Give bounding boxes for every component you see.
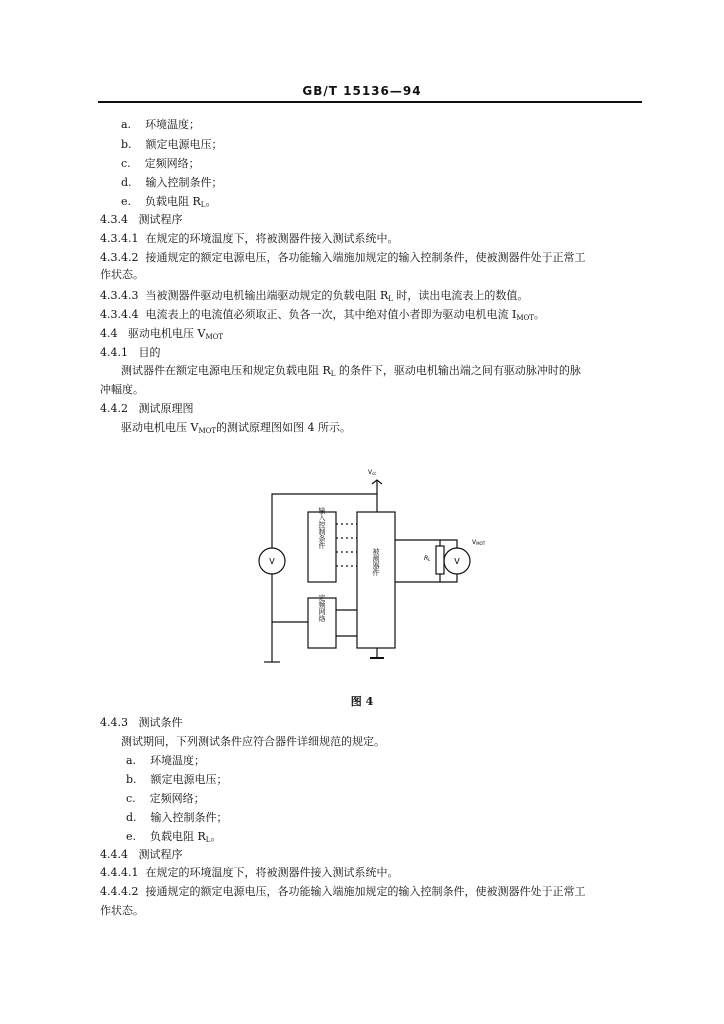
section-heading <box>100 327 223 344</box>
list-text: 环境温度； <box>150 754 206 767</box>
rl-label: RL <box>424 555 431 562</box>
paragraph: 测试期间，下列测试条件应符合器件详细规范的规定。 <box>121 735 385 748</box>
section-heading <box>100 716 183 730</box>
list-label: c. <box>126 792 136 805</box>
paragraph <box>100 289 528 306</box>
section-number: 4.4.4.1 <box>100 866 139 879</box>
section-number: 4.3.4.3 <box>100 289 139 302</box>
paragraph-cont: 冲幅度。 <box>100 383 144 396</box>
section-number: 4.3.4.4 <box>100 308 139 321</box>
paragraph-text: 时，读出电流表上的数值。 <box>392 289 529 302</box>
list-tail: 。 <box>210 830 222 843</box>
out-wire-top <box>395 540 440 546</box>
subscript: L <box>388 295 393 303</box>
section-number: 4.3.4.1 <box>100 232 139 245</box>
paragraph-text: 在规定的环境温度下，将被测器件接入测试系统中。 <box>145 232 399 245</box>
subscript: L <box>330 370 336 378</box>
vmot-label: VMOT <box>472 539 486 546</box>
subscript: L <box>200 201 206 209</box>
paragraph <box>121 421 351 438</box>
subscript: MOT <box>198 427 217 435</box>
paragraph <box>100 885 585 899</box>
list-tail: 。 <box>205 195 217 208</box>
list-text: 输入控制条件； <box>150 811 228 824</box>
subscript: MOT <box>516 314 534 322</box>
list-item <box>126 811 228 825</box>
list-label: c. <box>121 157 131 170</box>
paragraph-cont: 作状态。 <box>100 268 144 281</box>
paragraph-cont: 作状态。 <box>100 904 144 917</box>
header-rule <box>98 101 642 103</box>
list-label: b. <box>126 773 137 786</box>
paragraph-text: 接通规定的额定电源电压，各功能输入端施加规定的输入控制条件，使被测器件处于正常工 <box>145 251 586 264</box>
list-label: e. <box>126 830 137 843</box>
section-number: 4.4.2 <box>100 402 128 415</box>
paragraph <box>100 232 398 246</box>
section-title: 测试原理图 <box>138 402 194 415</box>
dut-box <box>357 512 395 648</box>
paragraph <box>100 308 545 325</box>
right-meter-label: V <box>454 557 460 566</box>
section-number: 4.3.4.2 <box>100 251 139 264</box>
paragraph-text: 的条件下，驱动电机输出端之间有驱动脉冲时的脉 <box>335 364 581 377</box>
paragraph <box>121 364 581 381</box>
list-text: 定频网络； <box>144 157 200 170</box>
list-label: b. <box>121 138 132 151</box>
circuit-diagram <box>250 462 510 672</box>
list-text: 负载电阻 R <box>150 830 206 843</box>
list-label: e. <box>121 195 132 208</box>
list-item <box>121 176 223 190</box>
list-item <box>121 118 200 132</box>
left-meter-label: V <box>269 557 275 566</box>
list-text: 环境温度； <box>145 118 201 131</box>
figure-caption: 图 4 <box>350 695 374 708</box>
vcc-label: Vcc <box>368 469 377 476</box>
freq-network-label: 定频网络 <box>318 594 326 622</box>
list-item <box>121 157 200 171</box>
subscript: MOT <box>205 333 224 341</box>
section-title: 测试程序 <box>138 848 183 861</box>
page-header: GB/T 15136—94 <box>302 84 422 98</box>
list-item <box>126 754 205 768</box>
list-item <box>121 195 216 212</box>
section-title: 驱动电机电压 V <box>128 327 206 340</box>
input-control-label: 输入控制条件 <box>318 507 326 549</box>
paragraph-text: 测试器件在额定电源电压和规定负载电阻 R <box>121 364 331 377</box>
list-text: 额定电源电压； <box>145 138 223 151</box>
list-text: 负载电阻 R <box>145 195 201 208</box>
section-number: 4.4 <box>100 327 118 340</box>
paragraph-text: 当被测器件驱动电机输出端驱动规定的负载电阻 R <box>145 289 389 302</box>
subscript: L <box>205 836 211 844</box>
section-heading <box>100 848 183 862</box>
section-title: 测试条件 <box>138 716 183 729</box>
list-item <box>126 792 205 806</box>
paragraph-text: 的测试原理图如图 4 所示。 <box>216 421 352 434</box>
section-heading <box>100 213 183 227</box>
section-title: 目的 <box>138 346 161 359</box>
section-title: 测试程序 <box>138 213 183 226</box>
section-heading <box>100 346 161 360</box>
meter-wire-bot <box>440 574 457 582</box>
section-number: 4.4.3 <box>100 716 128 729</box>
section-number: 4.4.4.2 <box>100 885 139 898</box>
list-item <box>126 773 228 787</box>
list-item <box>121 138 223 152</box>
list-label: a. <box>126 754 137 767</box>
meter-wire-top <box>440 540 457 548</box>
section-number: 4.4.1 <box>100 346 128 359</box>
list-text: 定频网络； <box>149 792 205 805</box>
list-text: 额定电源电压； <box>150 773 228 786</box>
list-label: d. <box>126 811 137 824</box>
section-heading <box>100 402 194 416</box>
out-wire-bot <box>395 574 440 582</box>
list-text: 输入控制条件； <box>145 176 223 189</box>
paragraph-text: 在规定的环境温度下，将被测器件接入测试系统中。 <box>145 866 399 879</box>
paragraph-text: 。 <box>533 308 545 321</box>
list-item <box>126 830 221 847</box>
paragraph-text: 接通规定的额定电源电压，各功能输入端施加规定的输入控制条件，使被测器件处于正常工 <box>145 885 586 898</box>
paragraph <box>100 251 585 265</box>
rl-resistor <box>436 546 444 574</box>
paragraph-text: 驱动电机电压 V <box>121 421 199 434</box>
section-number: 4.3.4 <box>100 213 128 226</box>
paragraph <box>100 866 398 880</box>
list-label: d. <box>121 176 132 189</box>
paragraph-text: 电流表上的电流值必须取正、负各一次，其中绝对值小者即为驱动电机电流 I <box>145 308 517 321</box>
section-number: 4.4.4 <box>100 848 128 861</box>
dut-label: 被测器件 <box>372 548 380 576</box>
list-label: a. <box>121 118 132 131</box>
